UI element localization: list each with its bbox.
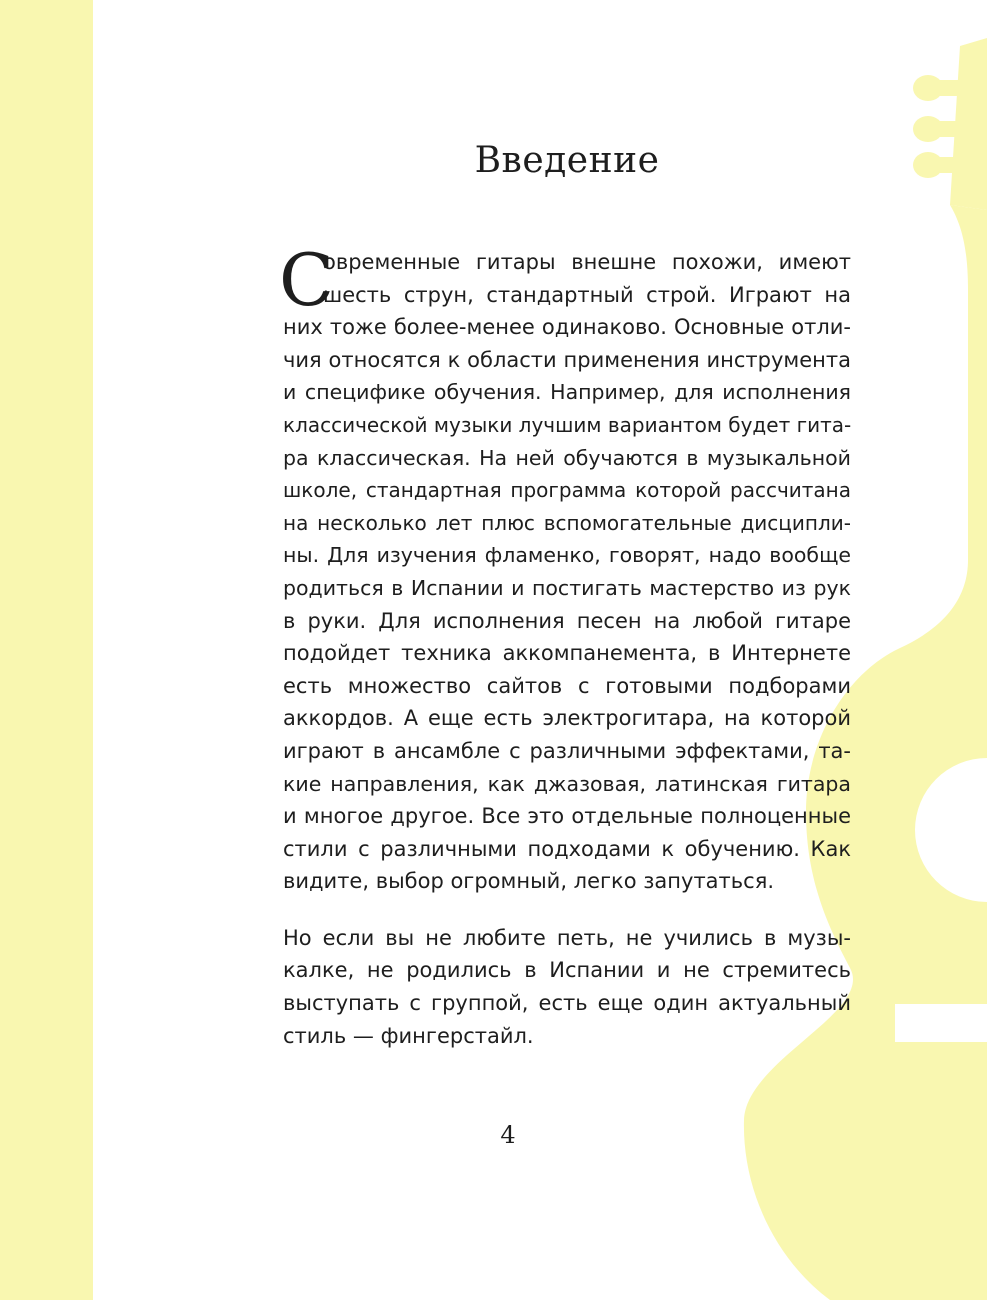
text-line: ны. Для изучения фламенко, говорят, надо вообще bbox=[283, 543, 851, 568]
paragraph-1 bbox=[279, 238, 852, 898]
text-line: видите, выбор огромный, легко запутаться. bbox=[283, 869, 775, 894]
paragraph-2 bbox=[283, 922, 851, 1052]
text-line: шесть струн, стандартный строй. Играют на bbox=[323, 282, 851, 307]
text-line: них тоже более-менее одинаково. Основные отли- bbox=[283, 315, 851, 340]
text-line: стили с различными подходами к обучению. Как bbox=[283, 836, 851, 861]
text-line: классической музыки лучшим вариантом будет гита- bbox=[283, 412, 852, 437]
body-text bbox=[279, 238, 852, 1052]
text-line: и многое другое. Все это отдельные полноценные bbox=[283, 804, 851, 829]
text-line: калке, не родились в Испании и не стремитесь bbox=[283, 958, 851, 983]
dropcap-letter: С bbox=[279, 238, 335, 322]
text-line: играют в ансамбле с различными эффектами, та- bbox=[283, 738, 851, 763]
text-line: ра классическая. На ней обучаются в музыкальной bbox=[283, 445, 851, 470]
page-title: Введение bbox=[474, 140, 660, 181]
page-number: 4 bbox=[500, 1121, 516, 1149]
text-line: в руки. Для исполнения песен на любой гитаре bbox=[283, 608, 851, 633]
text-line: кие направления, как джазовая, латинская гитара bbox=[283, 771, 851, 796]
text-line: и специфике обучения. Например, для исполнения bbox=[283, 380, 851, 405]
text-line: Но если вы не любите петь, не учились в музы- bbox=[283, 925, 851, 950]
text-line: родиться в Испании и постигать мастерство из рук bbox=[283, 575, 851, 600]
text-line: выступать с группой, есть еще один актуальный bbox=[283, 991, 851, 1016]
paragraph-gap bbox=[283, 898, 851, 922]
text-line: овременные гитары внешне похожи, имеют bbox=[323, 250, 851, 274]
text-line: школе, стандартная программа которой рассчитана bbox=[283, 478, 851, 503]
text-line: на несколько лет плюс вспомогательные дисципли- bbox=[283, 510, 851, 535]
bridge bbox=[895, 1004, 987, 1042]
text-line: стиль — фингерстайл. bbox=[283, 1023, 534, 1048]
text-line: чия относятся к области применения инструмента bbox=[283, 347, 851, 372]
text-line: аккордов. А еще есть электрогитара, на которой bbox=[283, 706, 851, 731]
text-line: подойдет техника аккомпанемента, в Интернете bbox=[283, 641, 851, 666]
text-line: есть множество сайтов с готовыми подборами bbox=[283, 673, 851, 698]
